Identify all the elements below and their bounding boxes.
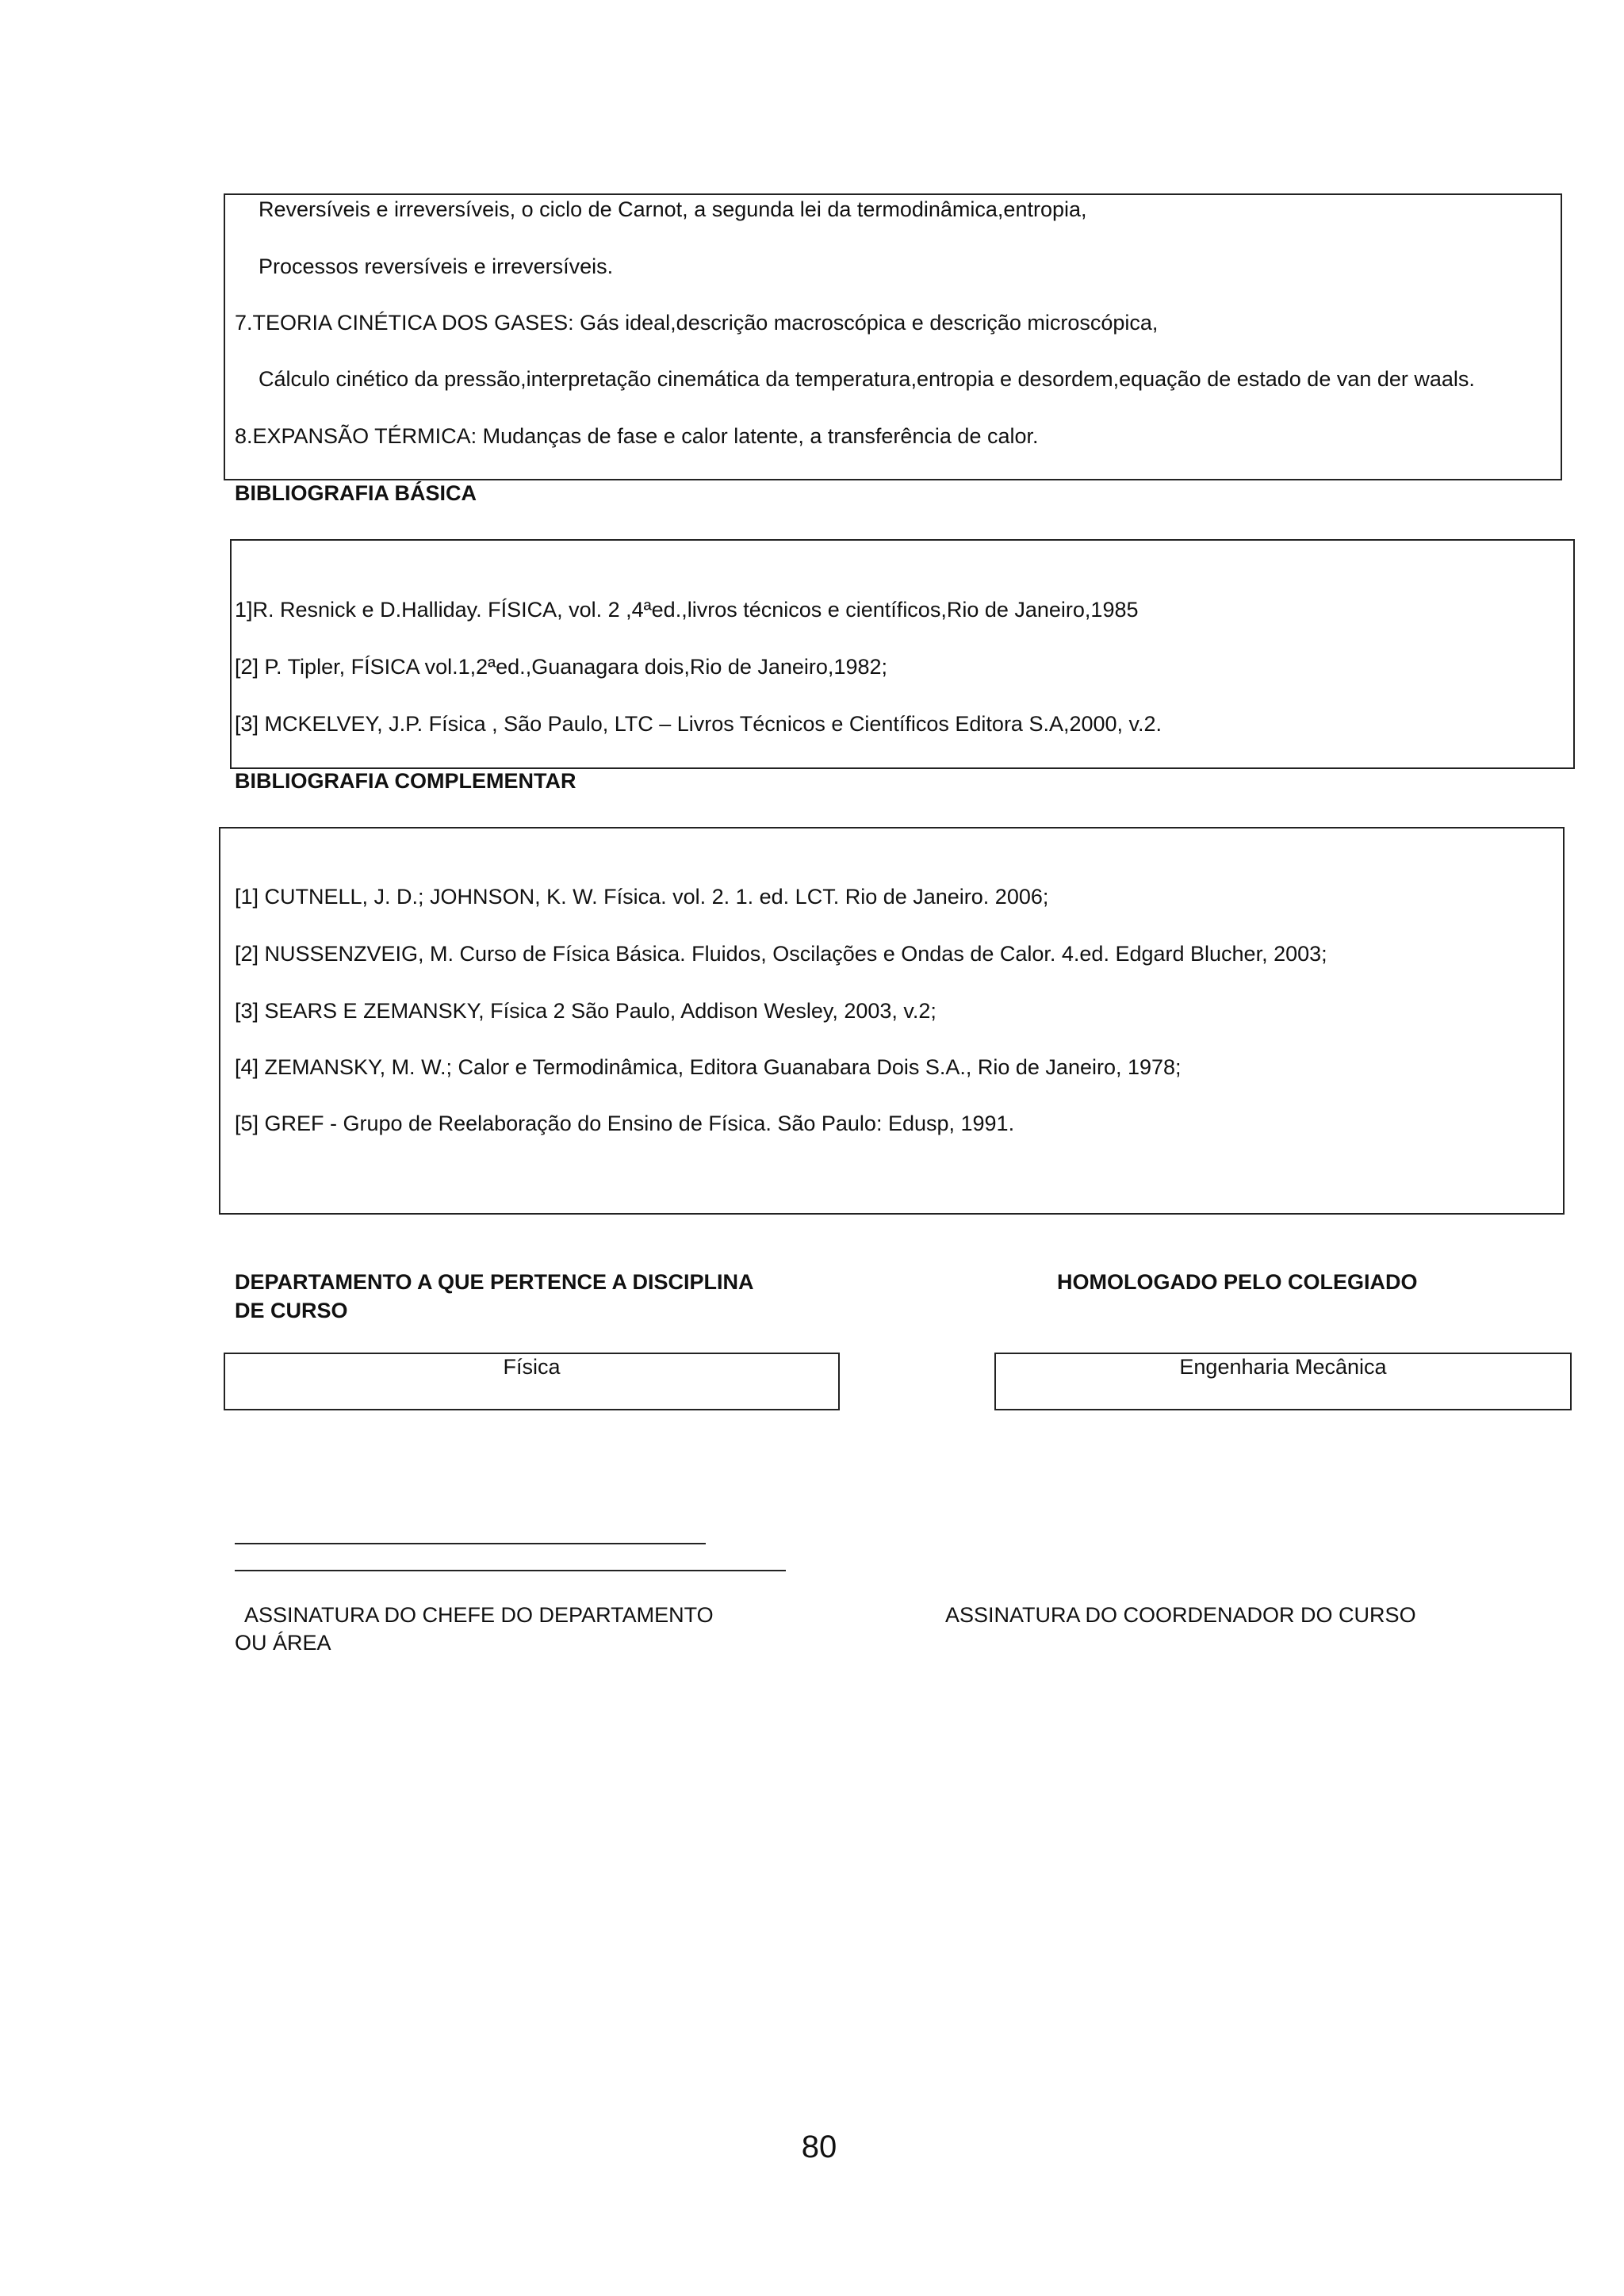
homologado-label: HOMOLOGADO PELO COLEGIADO	[1057, 1270, 1418, 1294]
syllabus-line: 8.EXPANSÃO TÉRMICA: Mudanças de fase e calor latente, a transferência de calor.	[235, 424, 1039, 448]
syllabus-line: Cálculo cinético da pressão,interpretação cinemática da temperatura,entropia e desordem,equação de estado de van der waals.	[259, 367, 1475, 391]
assinatura-chefe-label: ASSINATURA DO CHEFE DO DEPARTAMENTO	[244, 1603, 714, 1627]
assinatura-coordenador-label: ASSINATURA DO COORDENADOR DO CURSO	[945, 1603, 1416, 1627]
bibliography-item: [1] CUTNELL, J. D.; JOHNSON, K. W. Física. vol. 2. 1. ed. LCT. Rio de Janeiro. 2006;	[235, 885, 1049, 909]
syllabus-line: Processos reversíveis e irreversíveis.	[259, 254, 614, 278]
bibliography-item: 1]R. Resnick e D.Halliday. FÍSICA, vol. 2 ,4ªed.,livros técnicos e científicos,Rio de Janeiro,1985	[235, 598, 1139, 622]
bibliografia-basica-heading: BIBLIOGRAFIA BÁSICA	[235, 481, 477, 505]
departamento-label-cont: DE CURSO	[235, 1299, 348, 1322]
bibliography-item: [5] GREF - Grupo de Reelaboração do Ensino de Física. São Paulo: Edusp, 1991.	[235, 1112, 1015, 1135]
signature-line	[235, 1570, 786, 1571]
bibliography-item: [3] MCKELVEY, J.P. Física , São Paulo, LTC – Livros Técnicos e Científicos Editora S.A,2000, v.2.	[235, 712, 1162, 736]
bibliography-item: [2] NUSSENZVEIG, M. Curso de Física Básica. Fluidos, Oscilações e Ondas de Calor. 4.ed. Edgard Blucher, 2003;	[235, 942, 1327, 966]
bibliography-item: [2] P. Tipler, FÍSICA vol.1,2ªed.,Guanagara dois,Rio de Janeiro,1982;	[235, 655, 887, 679]
syllabus-line: 7.TEORIA CINÉTICA DOS GASES: Gás ideal,descrição macroscópica e descrição microscópica,	[235, 311, 1159, 335]
assinatura-chefe-label-cont: OU ÁREA	[235, 1631, 331, 1655]
page-number: 80	[801, 2130, 837, 2164]
syllabus-line: Reversíveis e irreversíveis, o ciclo de Carnot, a segunda lei da termodinâmica,entropia,	[259, 197, 1087, 221]
departamento-label: DEPARTAMENTO A QUE PERTENCE A DISCIPLINA	[235, 1270, 754, 1294]
bibliografia-complementar-heading: BIBLIOGRAFIA COMPLEMENTAR	[235, 769, 576, 793]
bibliography-item: [4] ZEMANSKY, M. W.; Calor e Termodinâmica, Editora Guanabara Dois S.A., Rio de Janeiro, 1978;	[235, 1055, 1182, 1079]
signature-line	[235, 1543, 706, 1544]
homologado-value: Engenharia Mecânica	[1179, 1355, 1387, 1379]
bibliography-item: [3] SEARS E ZEMANSKY, Física 2 São Paulo, Addison Wesley, 2003, v.2;	[235, 999, 936, 1023]
departamento-value: Física	[503, 1355, 561, 1379]
